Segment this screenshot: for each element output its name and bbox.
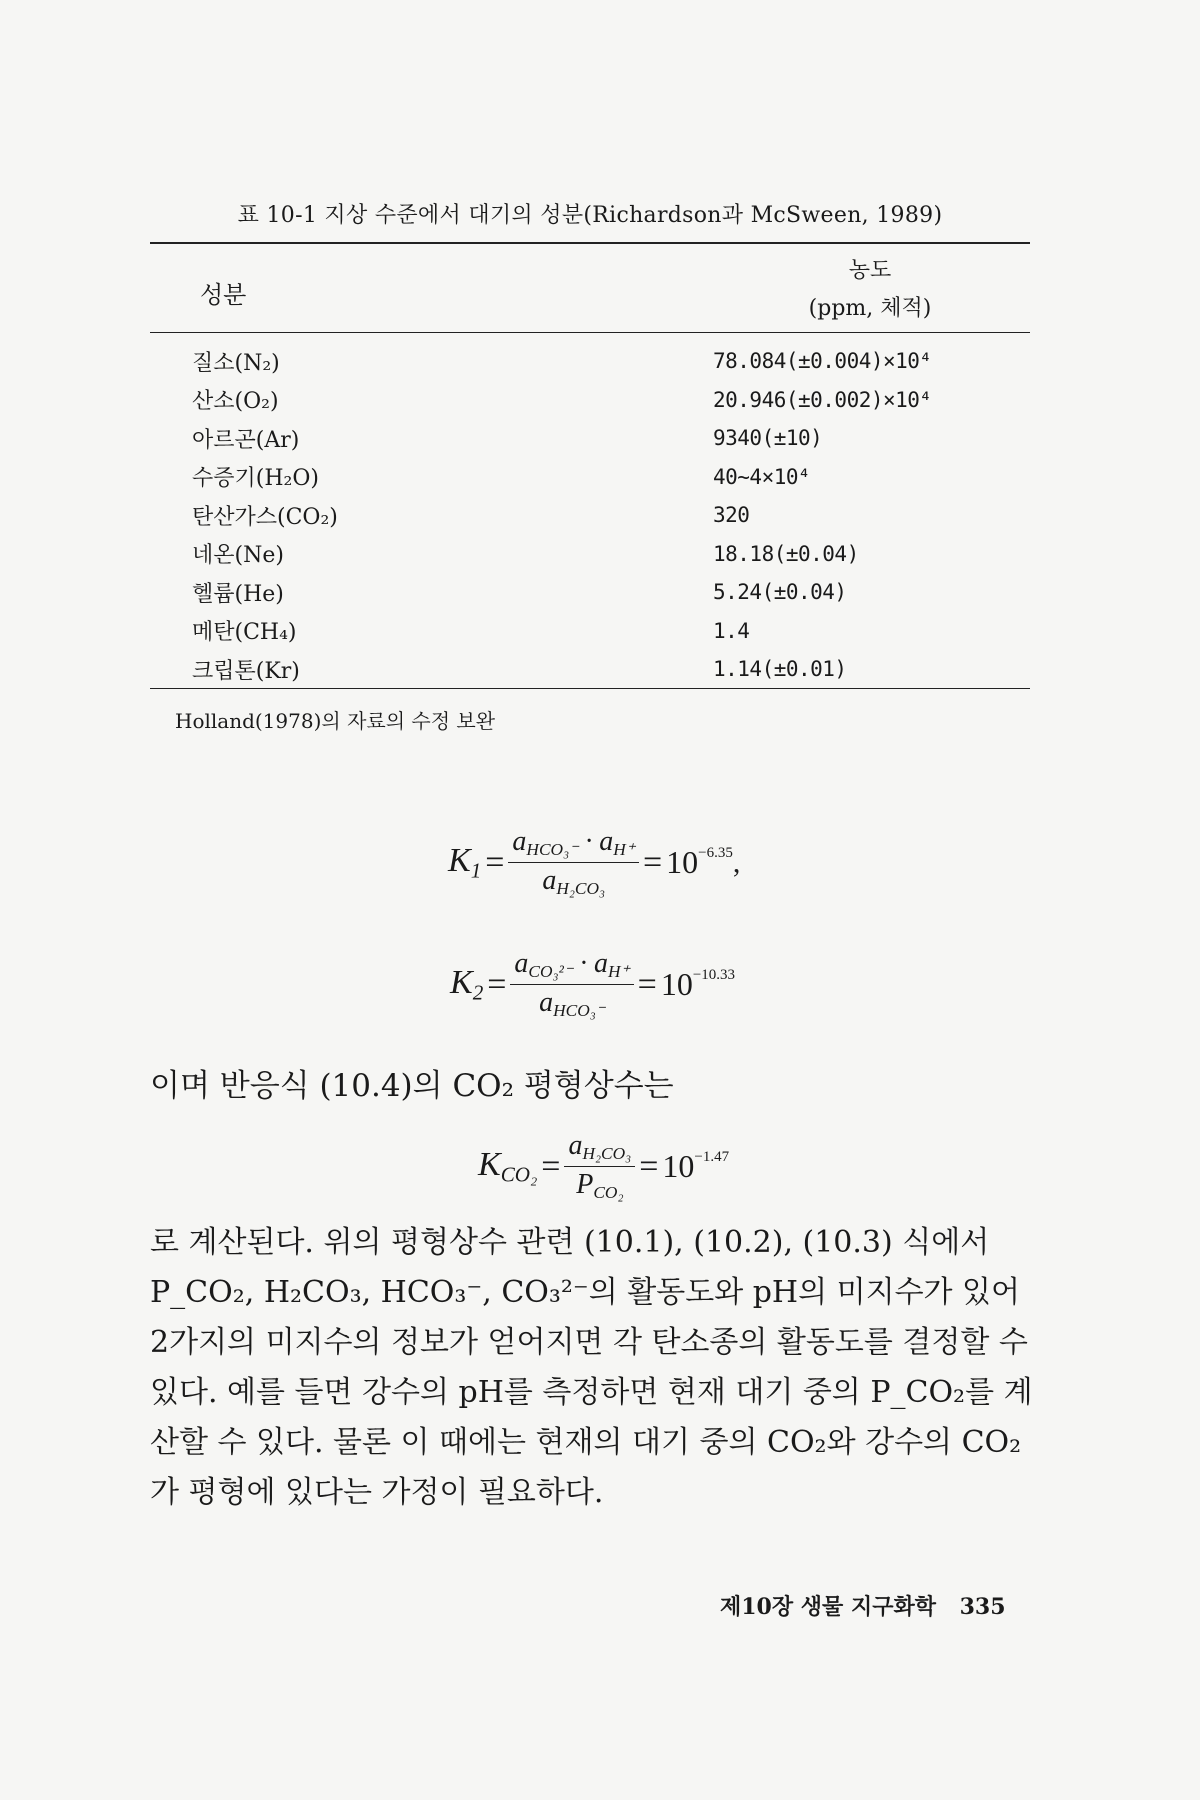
equation-k1-value <box>666 844 733 881</box>
table-caption: 표 10-1 지상 수준에서 대기의 성분(Richardson과 McSween, 1989) <box>237 203 943 228</box>
component-name: 아르곤(Ar) <box>192 427 300 453</box>
equation-kco2-exponent: −1.47 <box>694 1149 730 1166</box>
equation-k1-numerator: $a_{HCO_3^-} \cdot a_{H^+}$ <box>508 826 639 863</box>
concentration-value: 20.946(±0.002)×10⁴ <box>713 387 932 412</box>
concentration-value: 18.18(±0.04) <box>713 541 859 566</box>
table-source-note: Holland(1978)의 자료의 수정 보완 <box>175 709 496 733</box>
component-name: 메탄(CH₄) <box>192 620 297 646</box>
body-paragraph: 로 계산된다. 위의 평형상수 관련 (10.1), (10.2), (10.3) 식에서 P_CO₂, H₂CO₃, HCO₃⁻, CO₃²⁻의 활동도와 pH의 미지수가 있어 2가지의 미지수의 정보가 얻어지면 각 탄소종의 활동도를 결정할 수 있다. 예를 들면 강수의 pH를 측정하면 현재 대기 중의 P_CO₂를 계산할 수 있다. 물론 이 때에는 현재의 대기 중의 CO₂와 강수의 CO₂가 평형에 있다는 가정이 필요하다. <box>150 1225 1033 1510</box>
equation-k2-denominator: $a_{HCO_3^-}$ <box>539 987 605 1021</box>
equation-kco2-base: 10 <box>662 1148 695 1185</box>
concentration-value: 320 <box>713 503 750 528</box>
component-name: 헬륨(He) <box>192 581 284 607</box>
table-row <box>150 381 1030 420</box>
page-footer <box>720 1590 1006 1621</box>
table-row <box>150 458 1030 497</box>
equals-sign: = <box>541 1147 561 1185</box>
equation-kco2-denominator: $P_{CO_2}$ <box>576 1169 624 1203</box>
component-name: 크립톤(Kr) <box>192 658 300 684</box>
component-name: 수증기(H₂O) <box>192 466 319 492</box>
page-number: 335 <box>959 1594 1006 1620</box>
table-row <box>150 342 1030 381</box>
table-header-component: 성분 <box>200 281 247 309</box>
equals-sign: = <box>637 965 657 1003</box>
equation-k1-fraction <box>508 826 639 899</box>
component-name: 탄산가스(CO₂) <box>192 504 338 530</box>
equation-k2-value <box>661 966 735 1003</box>
equation-k2-fraction <box>510 948 633 1021</box>
concentration-value: 40~4×10⁴ <box>713 464 811 489</box>
equation-k2-numerator: $a_{CO_3^{2-}} \cdot a_{H^+}$ <box>510 948 633 985</box>
concentration-value: 1.14(±0.01) <box>713 657 847 682</box>
table-row <box>150 573 1030 612</box>
equation-k1-lhs: $K_1$ <box>448 842 482 883</box>
concentration-value: 5.24(±0.04) <box>713 580 847 605</box>
equation-kco2 <box>478 1130 729 1203</box>
equals-sign: = <box>639 1147 659 1185</box>
running-chapter-title: 제10장 생물 지구화학 <box>720 1594 936 1620</box>
equation-kco2-lhs: $K_{CO_2}$ <box>478 1146 538 1187</box>
concentration-value: 1.4 <box>713 618 750 643</box>
equation-k1-denominator: $a_{H_2CO_3}$ <box>542 865 606 899</box>
table-header-concentration-label: 농도 <box>848 258 892 283</box>
table-row <box>150 496 1030 535</box>
equals-sign: = <box>487 965 507 1003</box>
table-top-rule <box>150 242 1030 244</box>
concentration-value: 78.084(±0.004)×10⁴ <box>713 349 932 374</box>
table-body <box>150 342 1030 689</box>
concentration-value: 9340(±10) <box>713 426 823 451</box>
equation-k2 <box>450 948 735 1021</box>
component-name: 네온(Ne) <box>192 543 284 569</box>
table-header-concentration <box>720 252 1020 328</box>
equation-k2-lhs: $K_2$ <box>450 964 484 1005</box>
equation-kco2-value <box>662 1148 729 1185</box>
equation-k1-base: 10 <box>666 844 699 881</box>
component-name: 질소(N₂) <box>192 350 280 376</box>
equation-kco2-fraction <box>564 1130 635 1203</box>
equals-sign: = <box>642 843 663 881</box>
equation-k1-exponent: −6.35 <box>698 845 733 862</box>
equation-kco2-numerator: $a_{H_2CO_3}$ <box>564 1130 635 1167</box>
table-bottom-rule <box>150 688 1030 689</box>
table-row <box>150 650 1030 689</box>
table-row <box>150 612 1030 651</box>
table-header-rule <box>150 332 1030 333</box>
table-row <box>150 419 1030 458</box>
equation-k2-base: 10 <box>660 966 693 1003</box>
equation-k1 <box>448 826 740 899</box>
text-line-after-k2: 이며 반응식 (10.4)의 CO₂ 평형상수는 <box>150 1068 674 1104</box>
equation-k2-exponent: −10.33 <box>692 967 736 984</box>
table-row <box>150 535 1030 574</box>
equals-sign: = <box>485 843 505 881</box>
component-name: 산소(O₂) <box>192 389 279 415</box>
table-header-concentration-unit: (ppm, 체적) <box>808 296 932 321</box>
equation-k1-comma: , <box>732 845 741 879</box>
